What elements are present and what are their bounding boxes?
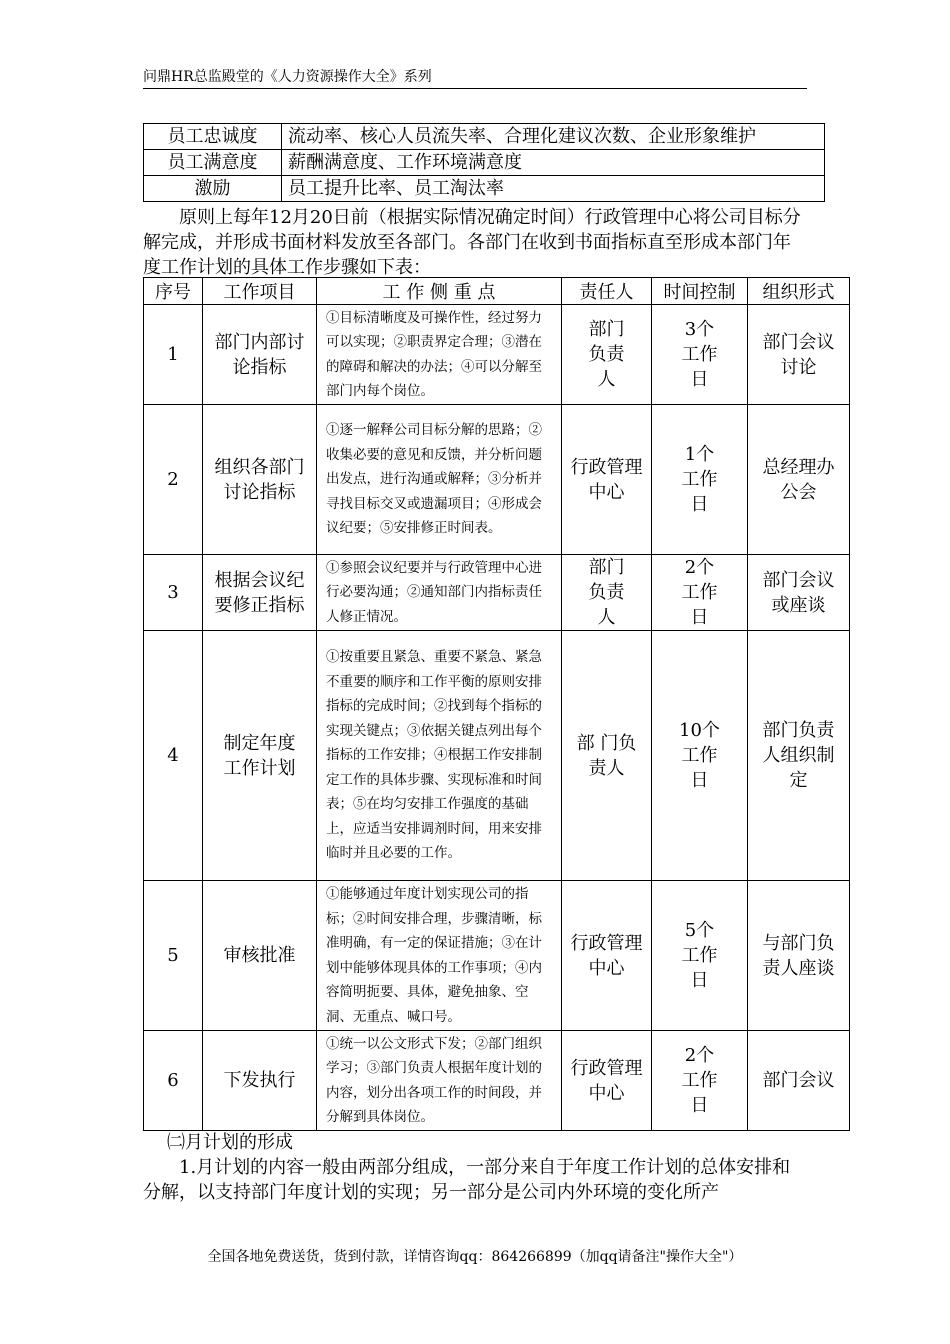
step-detail: ①逐一解释公司目标分解的思路；②收集必要的意见和反馈，并分析问题出发点，进行沟通或解释；③分析并寻找目标交叉或遗漏项目；④形成会议纪要；⑤安排修正时间表。 (317, 405, 562, 555)
table-row (144, 405, 850, 555)
table-row (144, 1031, 850, 1131)
step-no: 6 (144, 1031, 203, 1131)
kpi-value: 流动率、核心人员流失率、合理化建议次数、企业形象维护 (282, 124, 825, 150)
table-row (144, 150, 825, 176)
steps-table (143, 277, 850, 1131)
kpi-table (143, 123, 825, 202)
kpi-label: 员工忠诚度 (144, 124, 282, 150)
step-time: 2个工作日 (652, 555, 748, 631)
step-item: 部门内部讨论指标 (203, 305, 317, 405)
col-header-item: 工作项目 (203, 278, 317, 305)
kpi-value: 薪酬满意度、工作环境满意度 (282, 150, 825, 176)
step-item: 制定年度工作计划 (203, 631, 317, 881)
step-item: 审核批准 (203, 881, 317, 1031)
step-time: 5个工作日 (652, 881, 748, 1031)
page-header: 问鼎HR总监殿堂的《人力资源操作大全》系列 (143, 69, 432, 85)
step-owner: 行政管理中心 (562, 881, 652, 1031)
kpi-label: 激励 (144, 176, 282, 202)
step-form: 总经理办公会 (748, 405, 850, 555)
kpi-value: 员工提升比率、员工淘汰率 (282, 176, 825, 202)
step-time: 10个工作日 (652, 631, 748, 881)
step-form: 部门会议讨论 (748, 305, 850, 405)
step-detail: ①统一以公文形式下发；②部门组织学习；③部门负责人根据年度计划的内容，划分出各项工作的时间段，并分解到具体岗位。 (317, 1031, 562, 1131)
col-header-no: 序号 (144, 278, 203, 305)
step-item: 下发执行 (203, 1031, 317, 1131)
step-form: 部门会议或座谈 (748, 555, 850, 631)
col-header-time: 时间控制 (652, 278, 748, 305)
table-row (144, 176, 825, 202)
step-owner: 部门负责人 (562, 305, 652, 405)
step-form: 与部门负责人座谈 (748, 881, 850, 1031)
step-detail: ①参照会议纪要并与行政管理中心进行必要沟通；②通知部门内指标责任人修正情况。 (317, 555, 562, 631)
table-row (144, 555, 850, 631)
step-form: 部门负责人组织制定 (748, 631, 850, 881)
intro-text: 原则上每年12月20日前（根据实际情况确定时间）行政管理中心将公司目标分解完成，并形成书面材料发放至各部门。各部门在收到书面指标直至形成本部门年度工作计划的具体工作步骤如下表： (143, 207, 801, 278)
step-owner: 部 门负责人 (562, 631, 652, 881)
step-item: 组织各部门讨论指标 (203, 405, 317, 555)
col-header-form: 组织形式 (748, 278, 850, 305)
step-time: 1个工作日 (652, 405, 748, 555)
step-owner: 行政管理中心 (562, 1031, 652, 1131)
intro-paragraph (143, 205, 807, 280)
step-no: 1 (144, 305, 203, 405)
step-owner: 部门负责人 (562, 555, 652, 631)
section-block (143, 1130, 807, 1205)
kpi-label: 员工满意度 (144, 150, 282, 176)
page-footer: 全国各地免费送货，货到付款，详情咨询qq：864266899（加qq请备注"操作大全"） (207, 1249, 743, 1265)
table-row (144, 631, 850, 881)
step-owner: 行政管理中心 (562, 405, 652, 555)
table-row (144, 305, 850, 405)
step-time: 2个工作日 (652, 1031, 748, 1131)
step-no: 5 (144, 881, 203, 1031)
step-detail: ①能够通过年度计划实现公司的指标；②时间安排合理，步骤清晰，标准明确，有一定的保证措施；③在计划中能够体现具体的工作事项；④内容简明扼要、具体，避免抽象、空洞、无重点、喊口号。 (317, 881, 562, 1031)
header-divider (143, 88, 807, 89)
step-no: 4 (144, 631, 203, 881)
table-header-row (144, 278, 850, 305)
table-row (144, 124, 825, 150)
body-paragraph: 1.月计划的内容一般由两部分组成，一部分来自于年度工作计划的总体安排和分解，以支持部门年度计划的实现；另一部分是公司内外环境的变化所产 (143, 1157, 791, 1203)
section-title: ㈡月计划的形成 (167, 1132, 293, 1153)
step-time: 3个工作日 (652, 305, 748, 405)
step-no: 2 (144, 405, 203, 555)
col-header-owner: 责任人 (562, 278, 652, 305)
step-detail: ①按重要且紧急、重要不紧急、紧急不重要的顺序和工作平衡的原则安排指标的完成时间；②找到每个指标的实现关键点；③依据关键点列出每个指标的工作安排；④根据工作安排制定工作的具体步骤、实现标准和时间表；⑤在均匀安排工作强度的基础上，应适当安排调剂时间，用来安排临时并且必要的工作。 (317, 631, 562, 881)
step-item: 根据会议纪要修正指标 (203, 555, 317, 631)
col-header-detail: 工 作 侧 重 点 (317, 278, 562, 305)
table-row (144, 881, 850, 1031)
step-detail: ①目标清晰度及可操作性，经过努力可以实现；②职责界定合理；③潜在的障碍和解决的办法；④可以分解至部门内每个岗位。 (317, 305, 562, 405)
step-form: 部门会议 (748, 1031, 850, 1131)
step-no: 3 (144, 555, 203, 631)
